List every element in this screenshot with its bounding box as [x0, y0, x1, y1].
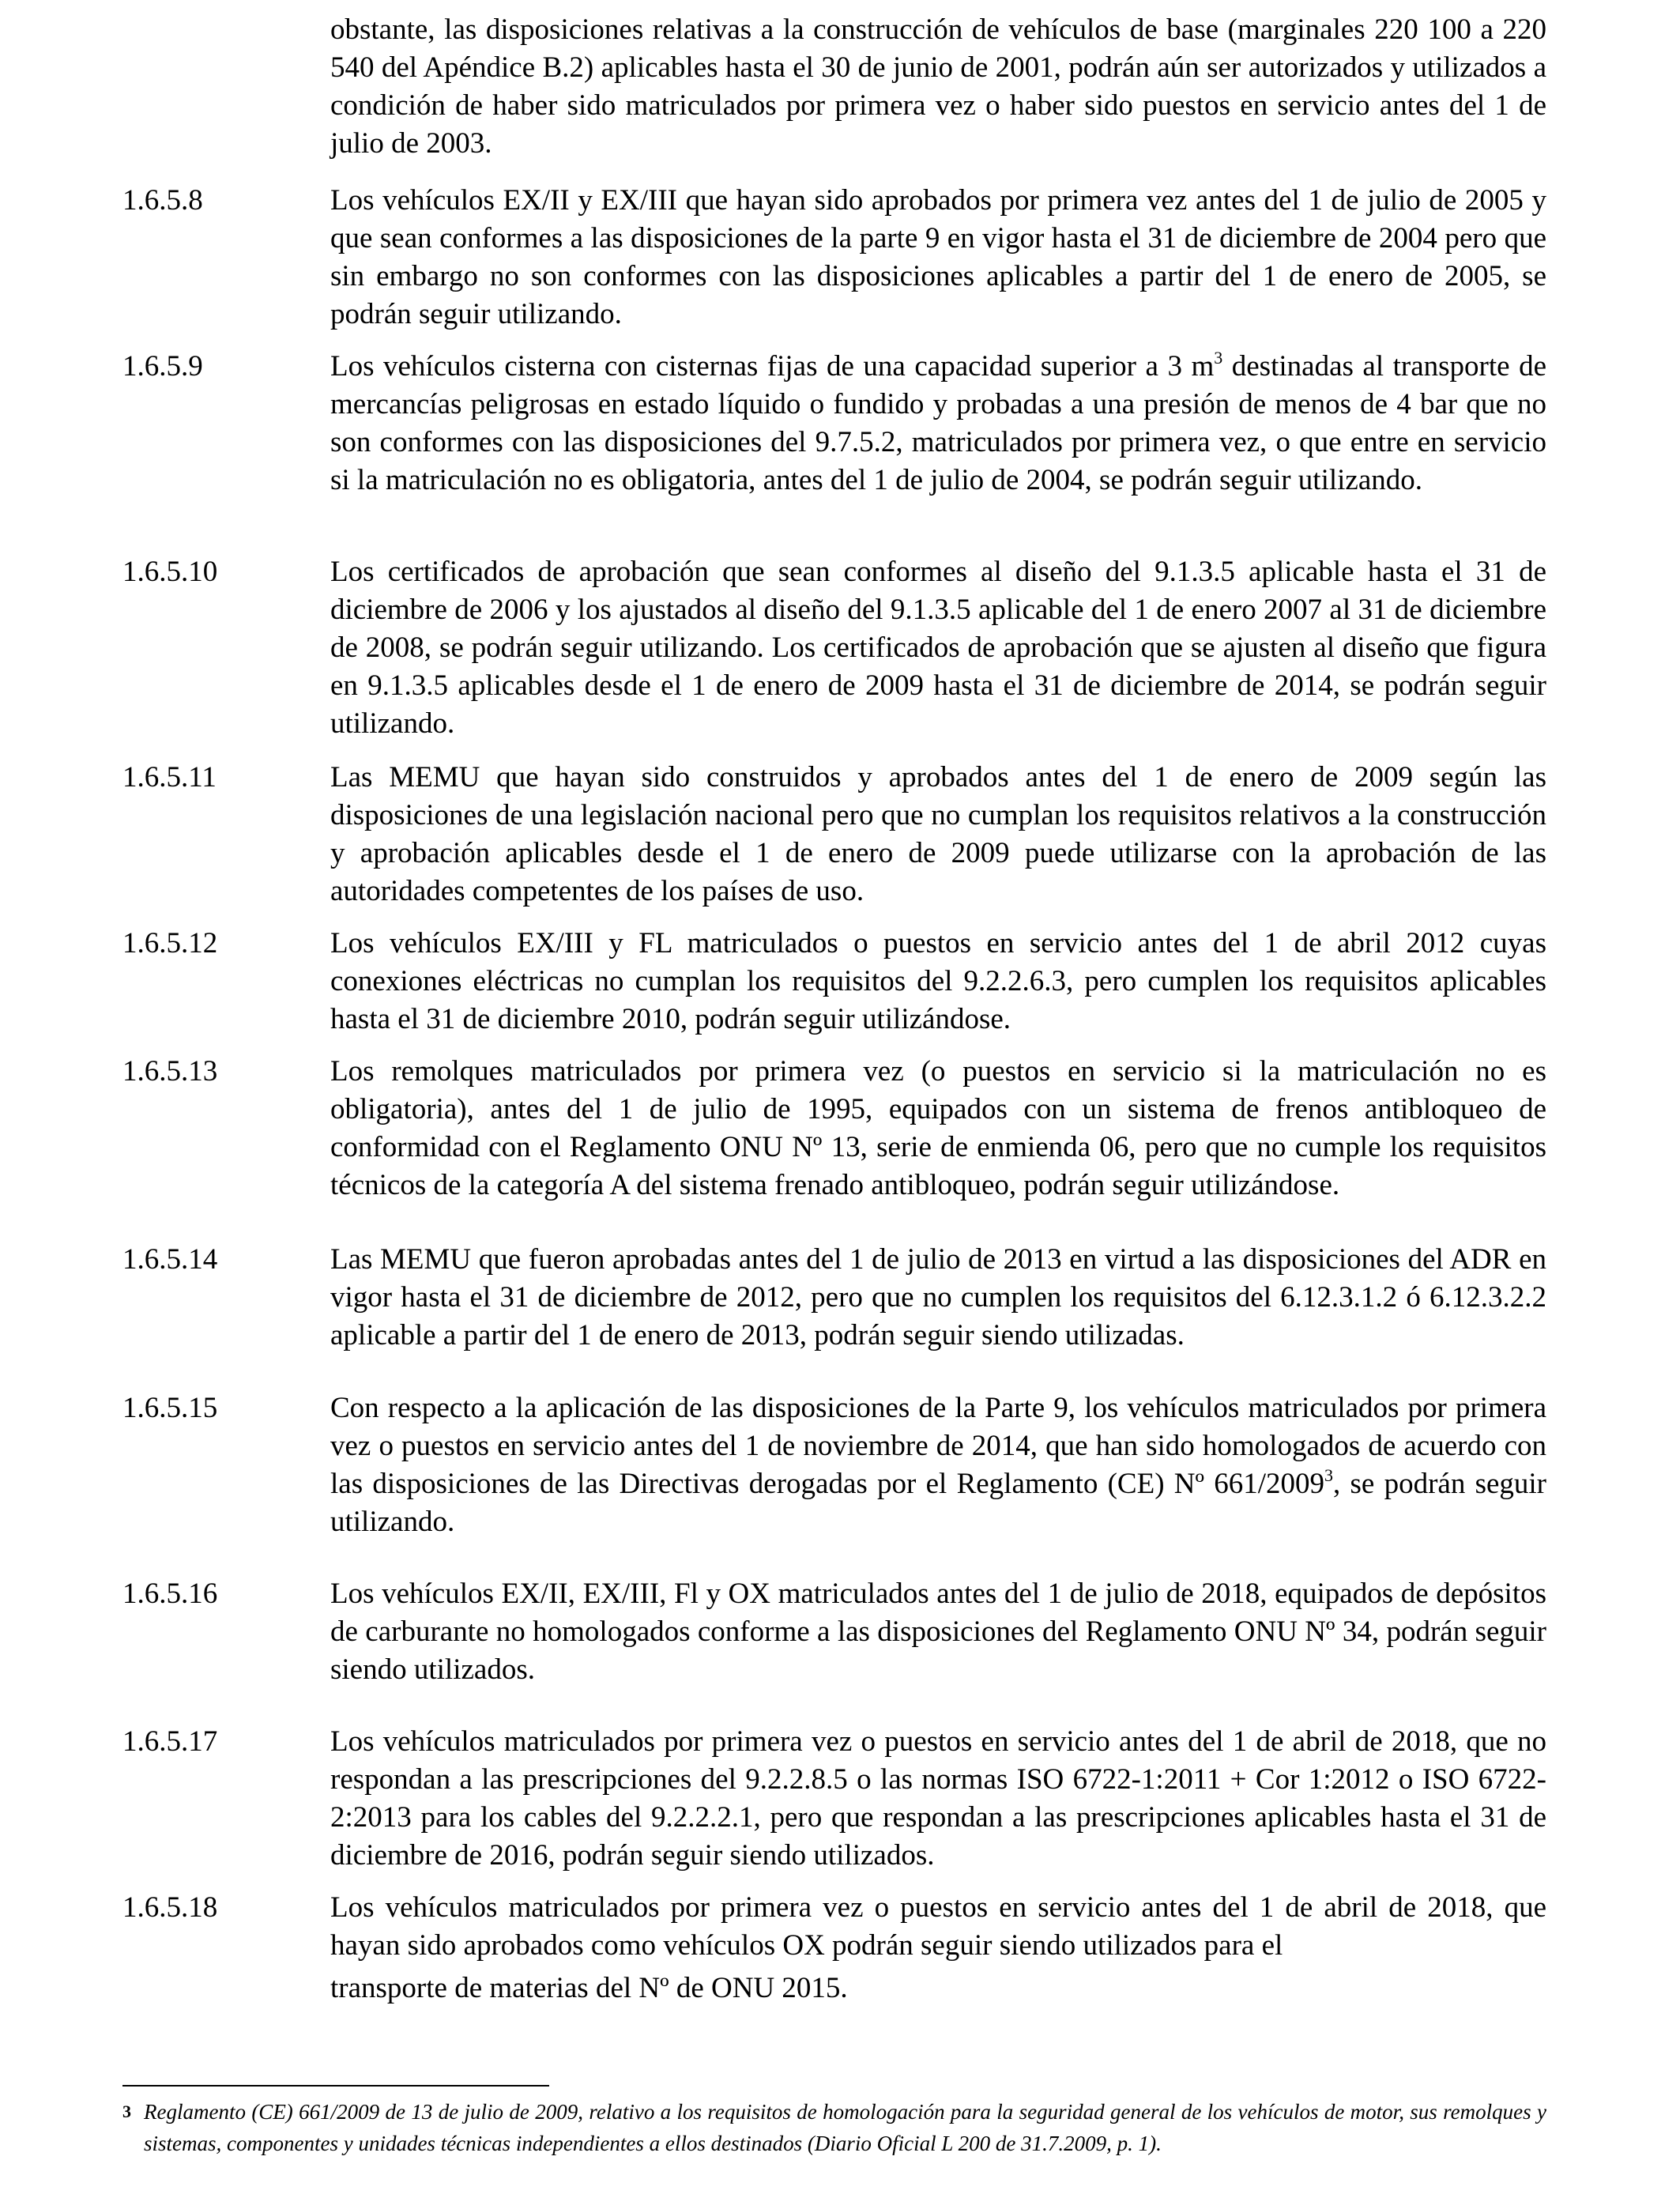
entry-number: 1.6.5.15 [122, 1392, 218, 1424]
entry-text: Los vehículos EX/II, EX/III, Fl y OX matriculados antes del 1 de julio de 2018, equipados de depósitos de carburante no homologados conforme a las disposiciones del Reglamento ONU Nº 34, podrán seguir siendo utilizados. [330, 1578, 1546, 1686]
entry-number: 1.6.5.17 [122, 1725, 218, 1758]
footnote-reference: 3 [1324, 1465, 1333, 1485]
entry-1-6-5-12 [122, 925, 1546, 1039]
continuation-paragraph [122, 11, 1546, 163]
entry-text: Los remolques matriculados por primera vez (o puestos en servicio si la matriculación no es obligatoria), antes del 1 de julio de 1995, equipados con un sistema de frenos antibloqueo de conformidad con el Reglamento ONU Nº 13, serie de enmienda 06, pero que no cumple los requisitos técnicos de la categoría A del sistema frenado antibloqueo, podrán seguir utilizándose. [330, 1055, 1546, 1201]
entry-number: 1.6.5.11 [122, 761, 217, 794]
footnote [122, 2096, 1546, 2159]
entry-1-6-5-17 [122, 1723, 1546, 1875]
entry-text: Las MEMU que hayan sido construidos y aprobados antes del 1 de enero de 2009 según las disposiciones de una legislación nacional pero que no cumplan los requisitos relativos a la construcción y aprobación aplicables desde el 1 de enero de 2009 puede utilizarse con la aprobación de las autoridades competentes de los países de uso. [330, 761, 1546, 907]
entry-number: 1.6.5.12 [122, 927, 218, 959]
entry-1-6-5-18 [122, 1889, 1546, 2007]
entry-text-part: Con respecto a la aplicación de las disposiciones de la Parte 9, los vehículos matriculados por primera vez o puestos en servicio antes del 1 de noviembre de 2014, que han sido homologados de acuerdo con las disposiciones de las Directivas derogadas por el Reglamento (CE) Nº 661/2009 [330, 1392, 1546, 1500]
entry-number: 1.6.5.14 [122, 1243, 218, 1276]
entry-number: 1.6.5.18 [122, 1891, 218, 1924]
entry-number: 1.6.5.13 [122, 1055, 218, 1088]
entry-1-6-5-9 [122, 348, 1546, 499]
entry-number: 1.6.5.10 [122, 556, 218, 588]
entry-1-6-5-15 [122, 1389, 1546, 1541]
footnote-mark: 3 [122, 2102, 131, 2121]
entry-text-part: transporte de materias del Nº de ONU 2015. [330, 1972, 848, 2004]
superscript: 3 [1214, 348, 1223, 368]
footnote-text: Reglamento (CE) 661/2009 de 13 de julio de 2009, relativo a los requisitos de homologación para la seguridad general de los vehículos de motor, sus remolques y sistemas, componentes y unidades técnicas independientes a ellos destinados (Diario Oficial L 200 de 31.7.2009, p. 1). [144, 2100, 1546, 2155]
entry-1-6-5-11 [122, 759, 1546, 910]
entry-1-6-5-14 [122, 1241, 1546, 1355]
entry-text [330, 1889, 1546, 2007]
entry-text: Los vehículos matriculados por primera vez o puestos en servicio antes del 1 de abril de 2018, que no respondan a las prescripciones del 9.2.2.8.5 o las normas ISO 6722-1:2011 + Cor 1:2012 o ISO 6722-2:2013 para los cables del 9.2.2.2.1, pero que respondan a las prescripciones aplicables hasta el 31 de diciembre de 2016, podrán seguir siendo utilizados. [330, 1725, 1546, 1872]
footnote-divider [122, 2085, 549, 2087]
entry-number: 1.6.5.16 [122, 1578, 218, 1610]
entry-text: Los vehículos EX/III y FL matriculados o puestos en servicio antes del 1 de abril 2012 cuyas conexiones eléctricas no cumplan los requisitos del 9.2.2.6.3, pero cumplen los requisitos aplicables hasta el 31 de diciembre 2010, podrán seguir utilizándose. [330, 927, 1546, 1035]
entry-text [330, 1389, 1546, 1541]
entry-text [330, 348, 1546, 499]
entry-text: Los certificados de aprobación que sean conformes al diseño del 9.1.3.5 aplicable hasta el 31 de diciembre de 2006 y los ajustados al diseño del 9.1.3.5 aplicable del 1 de enero 2007 al 31 de diciembre de 2008, se podrán seguir utilizando. Los certificados de aprobación que se ajusten al diseño que figura en 9.1.3.5 aplicables desde el 1 de enero de 2009 hasta el 31 de diciembre de 2014, se podrán seguir utilizando. [330, 556, 1546, 740]
entry-number: 1.6.5.8 [122, 184, 203, 217]
entry-text-part: , se podrán seguir utilizando. [330, 1468, 1546, 1538]
entry-text-part: Los vehículos cisterna con cisternas fijas de una capacidad superior a 3 m [330, 350, 1215, 383]
entry-1-6-5-10 [122, 553, 1546, 743]
entry-1-6-5-8 [122, 182, 1546, 334]
entry-text: Las MEMU que fueron aprobadas antes del 1 de julio de 2013 en virtud a las disposiciones del ADR en vigor hasta el 31 de diciembre de 2012, pero que no cumplen los requisitos del 6.12.3.1.2 ó 6.12.3.2.2 aplicable a partir del 1 de enero de 2013, podrán seguir siendo utilizadas. [330, 1243, 1546, 1351]
entry-text-part: Los vehículos matriculados por primera vez o puestos en servicio antes del 1 de abril de 2018, que hayan sido aprobados como vehículos OX podrán seguir siendo utilizados para el [330, 1891, 1546, 1962]
entry-text: Los vehículos EX/II y EX/III que hayan sido aprobados por primera vez antes del 1 de julio de 2005 y que sean conformes a las disposiciones de la parte 9 en vigor hasta el 31 de diciembre de 2004 pero que sin embargo no son conformes con las disposiciones aplicables a partir del 1 de enero de 2005, se podrán seguir utilizando. [330, 184, 1546, 330]
entry-text-part: destinadas al transporte de mercancías peligrosas en estado líquido o fundido y probadas a una presión de menos de 4 bar que no son conformes con las disposiciones del 9.7.5.2, matriculados por primera vez, o que entre en servicio si la matriculación no es obligatoria, antes del 1 de julio de 2004, se podrán seguir utilizando. [330, 350, 1546, 496]
entry-1-6-5-16 [122, 1575, 1546, 1689]
entry-number: 1.6.5.9 [122, 350, 203, 383]
continuation-text: obstante, las disposiciones relativas a la construcción de vehículos de base (marginales 220 100 a 220 540 del Apéndice B.2) aplicables hasta el 30 de junio de 2001, podrán aún ser autorizados y utilizados a condición de haber sido matriculados por primera vez o haber sido puestos en servicio antes del 1 de julio de 2003. [330, 13, 1546, 160]
entry-1-6-5-13 [122, 1053, 1546, 1204]
